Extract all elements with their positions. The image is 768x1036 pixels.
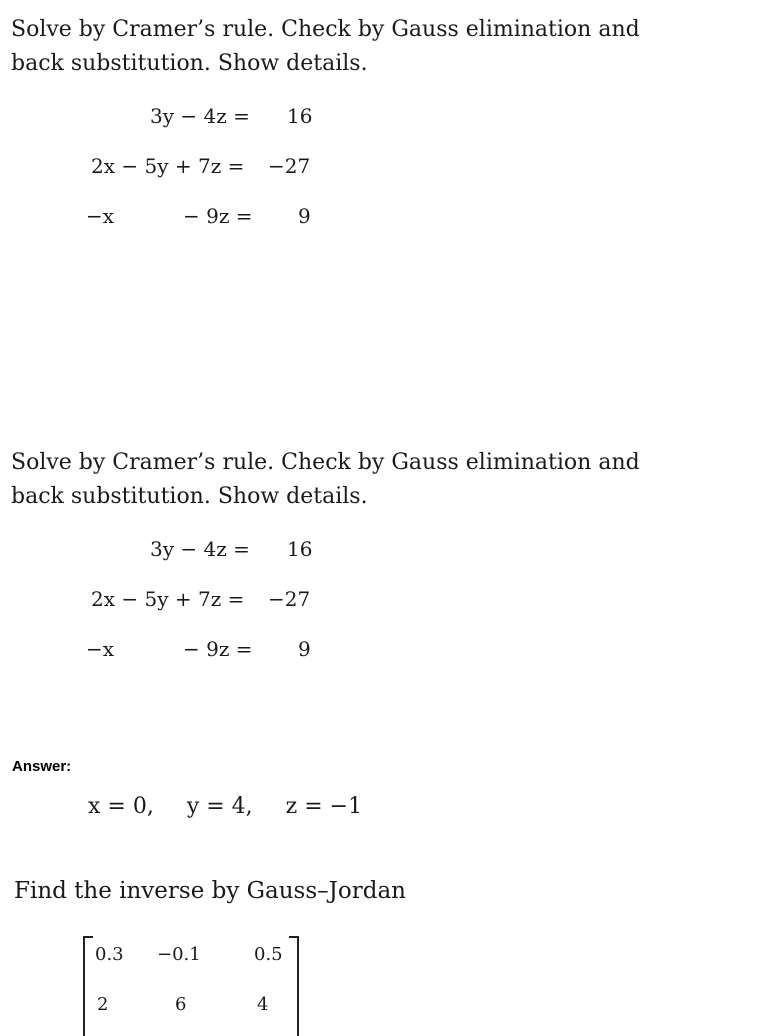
- matrix-cell: 0.3: [95, 944, 124, 965]
- answer-label: Answer:: [12, 758, 72, 775]
- p2-eq3-z: − 9z =: [183, 637, 253, 661]
- p1-eq3-z: − 9z =: [183, 204, 253, 228]
- p1-eq3-x: −x: [86, 204, 115, 228]
- matrix-cell: 4: [257, 994, 269, 1015]
- matrix-cell: −0.1: [157, 944, 201, 965]
- answer-solution: [88, 794, 388, 819]
- problem-1-line-2: back substitution. Show details.: [11, 51, 368, 76]
- p1-eq1-lhs: 3y − 4z =: [150, 104, 250, 128]
- p2-eq3-rhs: 9: [298, 637, 311, 661]
- p1-eq3-rhs: 9: [298, 204, 311, 228]
- problem-1-text: [11, 13, 751, 81]
- p2-eq2-lhs: 2x − 5y + 7z =: [91, 587, 245, 611]
- p2-eq1-lhs: 3y − 4z =: [150, 537, 250, 561]
- problem-2-text: [11, 446, 751, 514]
- p1-eq1-rhs: 16: [287, 104, 313, 128]
- problem-1-line-1: Solve by Cramer’s rule. Check by Gauss elimination and: [11, 17, 640, 42]
- p2-eq1-rhs: 16: [287, 537, 313, 561]
- matrix: [83, 936, 299, 1036]
- p1-eq2-rhs: −27: [268, 154, 311, 178]
- answer-y: y = 4,: [186, 794, 253, 819]
- problem-2-line-2: back substitution. Show details.: [11, 484, 368, 509]
- problem-3-title: Find the inverse by Gauss–Jordan: [14, 878, 406, 904]
- answer-x: x = 0,: [88, 794, 154, 819]
- problem-2-line-1: Solve by Cramer’s rule. Check by Gauss elimination and: [11, 450, 640, 475]
- answer-z: z = −1: [285, 794, 363, 819]
- p2-eq3-x: −x: [86, 637, 115, 661]
- p2-eq2-rhs: −27: [268, 587, 311, 611]
- matrix-cell: 6: [175, 994, 187, 1015]
- matrix-cell: 0.5: [254, 944, 283, 965]
- p1-eq2-lhs: 2x − 5y + 7z =: [91, 154, 245, 178]
- matrix-cell: 2: [97, 994, 109, 1015]
